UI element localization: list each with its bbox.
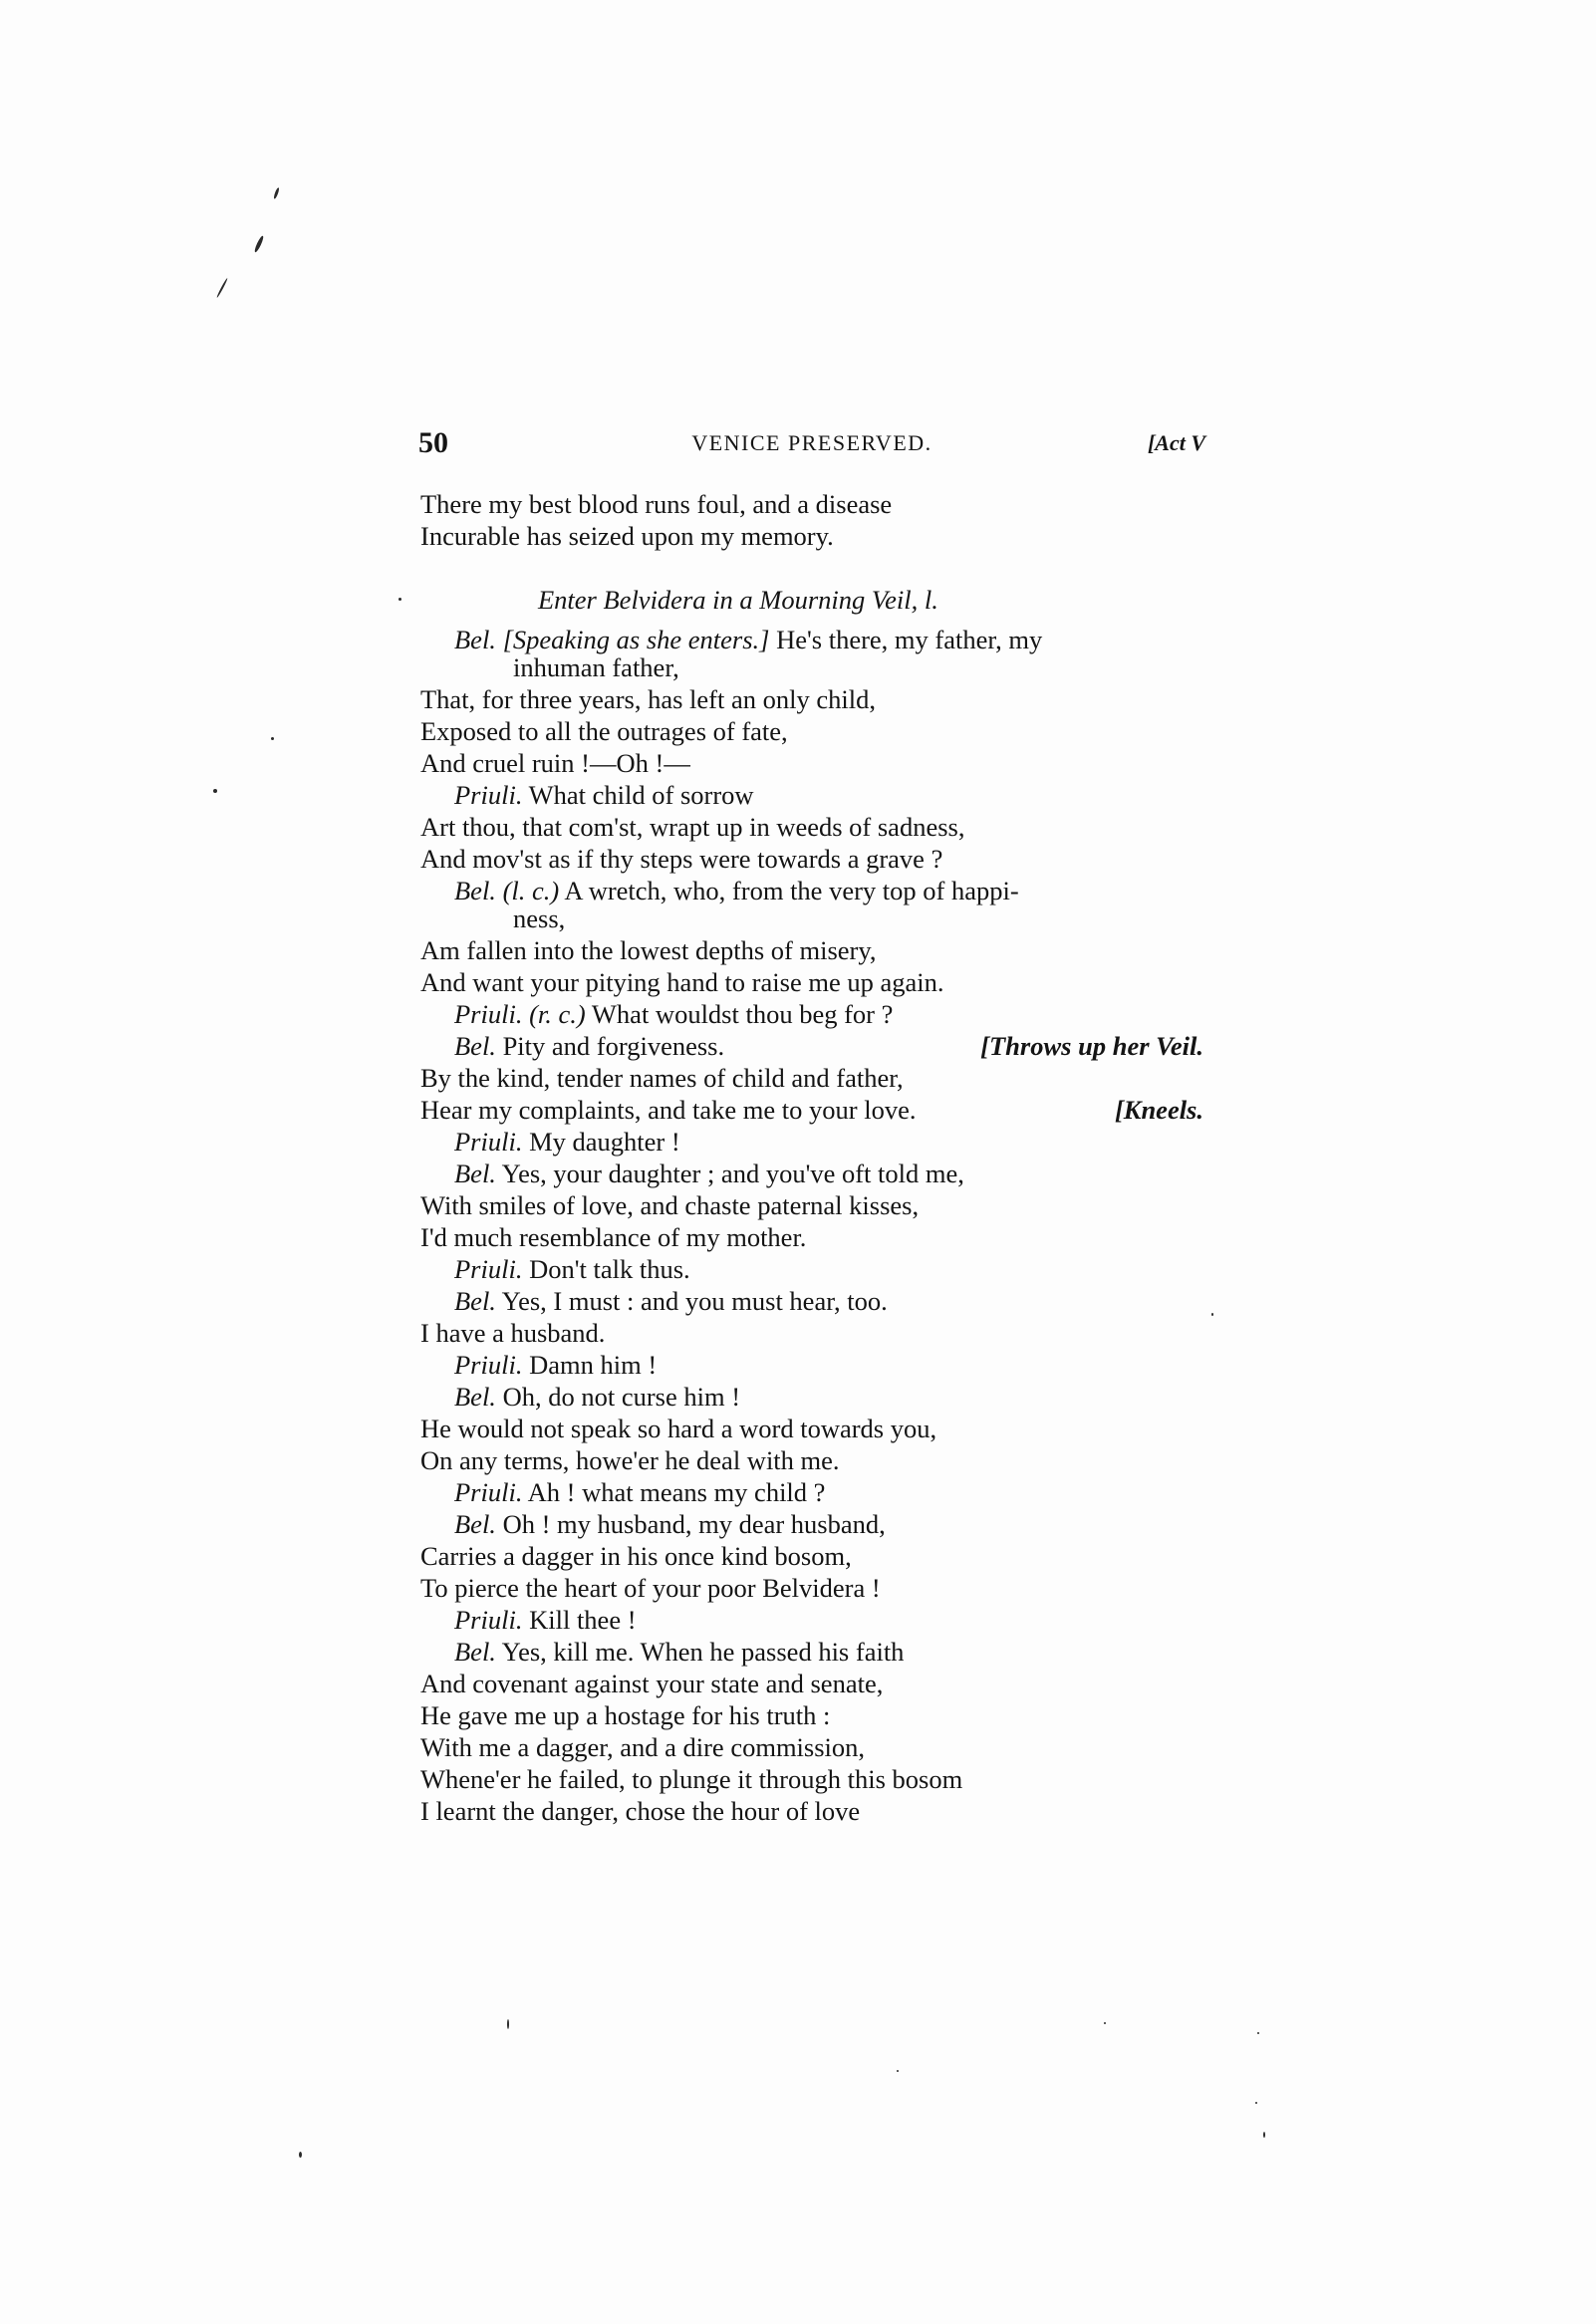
text-line [454, 1636, 904, 1668]
text-line [420, 1572, 881, 1604]
speaker-name: Priuli. [454, 1350, 523, 1380]
inline-direction: (l. c.) [502, 876, 560, 905]
line-text: Oh, do not curse him ! [502, 1382, 741, 1412]
line-text: Yes, kill me. When he passed his faith [501, 1637, 905, 1667]
speaker-name: Bel. [454, 1286, 496, 1316]
margin-speck [1257, 2032, 1259, 2034]
line-text: That, for three years, has left an only child, [420, 684, 876, 714]
line-text: He would not speak so hard a word towards you, [420, 1414, 937, 1443]
line-text: What child of sorrow [528, 780, 754, 810]
text-line [454, 1030, 724, 1062]
act-marker: [Act V [1147, 430, 1205, 455]
text-line [420, 1444, 840, 1476]
line-text: And mov'st as if thy steps were towards a grave ? [420, 844, 943, 874]
margin-speck [271, 737, 274, 740]
line-text: inhuman father, [513, 652, 679, 682]
speaker-name: Priuli. [454, 1254, 523, 1284]
text-line [420, 1731, 865, 1763]
line-text: With smiles of love, and chaste paternal kisses, [420, 1190, 920, 1220]
text-line [420, 843, 942, 875]
line-text: On any terms, howe'er he deal with me. [420, 1445, 840, 1475]
text-line [454, 1253, 690, 1285]
text-line [420, 1189, 919, 1221]
line-text: There my best blood runs foul, and a disease [420, 489, 893, 519]
text-line [420, 1540, 852, 1572]
speaker-name: Bel. [454, 876, 496, 905]
line-text: He's there, my father, my [776, 625, 1043, 654]
text-line [420, 1795, 860, 1827]
text-line [420, 811, 964, 843]
line-text: Exposed to all the outrages of fate, [420, 716, 788, 746]
right-stage-direction: [Kneels. [1114, 1095, 1203, 1125]
inline-direction: (r. c.) [529, 999, 586, 1029]
text-line [454, 1381, 740, 1413]
margin-speck [507, 2019, 509, 2029]
stage-direction [538, 584, 938, 616]
line-text: Kill thee ! [529, 1605, 637, 1635]
text-line [420, 1221, 806, 1253]
page-number: 50 [418, 426, 448, 459]
line-text: Whene'er he failed, to plunge it through this bosom [420, 1764, 963, 1794]
speaker-name: Bel. [454, 1509, 496, 1539]
line-text: ness, [513, 904, 566, 933]
text-line [454, 1285, 888, 1317]
margin-speck [216, 278, 228, 298]
line-text: I learnt the danger, chose the hour of love [420, 1796, 861, 1826]
speaker-name: Priuli. [454, 780, 523, 810]
text-line [454, 779, 754, 811]
speaker-name: Bel. [454, 1637, 496, 1667]
line-text: Carries a dagger in his once kind bosom, [420, 1541, 852, 1571]
line-text: Am fallen into the lowest depths of misery, [420, 935, 877, 965]
text-line [454, 1508, 886, 1540]
line-text: I'd much resemblance of my mother. [420, 1222, 807, 1252]
speaker-name: Priuli. [454, 999, 523, 1029]
text-line [420, 1413, 936, 1444]
text-line [454, 1349, 657, 1381]
text-line [454, 1126, 680, 1158]
text-line [513, 651, 679, 683]
line-text: By the kind, tender names of child and father, [420, 1063, 904, 1093]
speaker-name: Bel. [454, 1382, 496, 1412]
text-line [420, 1668, 883, 1699]
right-stage-direction: [Throws up her Veil. [980, 1031, 1203, 1061]
text-line [420, 715, 788, 747]
speaker-name: Priuli. [454, 1605, 523, 1635]
margin-speck [399, 598, 401, 601]
margin-speck [299, 2152, 302, 2158]
running-header [418, 426, 1205, 466]
text-line [420, 520, 834, 552]
line-text: And cruel ruin !—Oh !— [420, 748, 690, 778]
margin-speck [273, 187, 280, 199]
line-text: To pierce the heart of your poor Belvidera ! [420, 1573, 881, 1603]
text-line [420, 488, 892, 520]
margin-speck [1255, 2102, 1257, 2104]
line-text: Hear my complaints, and take me to your love. [420, 1095, 917, 1125]
line-text: Pity and forgiveness. [502, 1031, 725, 1061]
text-line [454, 1158, 964, 1189]
line-text: And covenant against your state and senate, [420, 1669, 884, 1698]
margin-speck [213, 789, 217, 793]
text-line [420, 1062, 904, 1094]
text-line [420, 1094, 916, 1126]
margin-speck [1211, 1313, 1213, 1316]
line-text: Ah ! what means my child ? [527, 1477, 826, 1507]
stage-direction-text: Enter Belvidera in a Mourning Veil, l. [538, 585, 938, 615]
speaker-name: Bel. [454, 1159, 496, 1188]
line-text: With me a dagger, and a dire commission, [420, 1732, 866, 1762]
line-text: My daughter ! [529, 1127, 680, 1157]
text-line [420, 934, 877, 966]
line-text: Damn him ! [529, 1350, 658, 1380]
speaker-name: Priuli. [454, 1127, 523, 1157]
text-line [420, 683, 876, 715]
line-text: I have a husband. [420, 1318, 606, 1348]
text-line [420, 1763, 962, 1795]
line-text: Art thou, that com'st, wrapt up in weeds of sadness, [420, 812, 965, 842]
line-text: Incurable has seized upon my memory. [420, 521, 834, 551]
inline-direction: [Speaking as she enters.] [502, 625, 770, 654]
margin-speck [253, 235, 264, 253]
line-text: And want your pitying hand to raise me up again. [420, 967, 944, 997]
line-text: Oh ! my husband, my dear husband, [502, 1509, 886, 1539]
text-line [420, 966, 943, 998]
text-line [420, 1699, 830, 1731]
margin-speck [1263, 2132, 1265, 2138]
running-title: VENICE PRESERVED. [691, 430, 932, 455]
speaker-name: Priuli. [454, 1477, 523, 1507]
margin-speck [897, 2070, 899, 2072]
text-line [454, 1604, 637, 1636]
line-text: Don't talk thus. [529, 1254, 690, 1284]
line-text: What wouldst thou beg for ? [591, 999, 894, 1029]
line-text: Yes, your daughter ; and you've oft told me, [501, 1159, 964, 1188]
line-text: He gave me up a hostage for his truth : [420, 1700, 831, 1730]
speaker-name: Bel. [454, 625, 496, 654]
text-line [513, 903, 565, 934]
text-line [420, 747, 690, 779]
line-text: A wretch, who, from the very top of happi- [564, 876, 1019, 905]
text-line [420, 1317, 605, 1349]
speaker-name: Bel. [454, 1031, 496, 1061]
text-line [454, 998, 893, 1030]
margin-speck [1104, 2022, 1106, 2024]
line-text: Yes, I must : and you must hear, too. [501, 1286, 888, 1316]
text-line [454, 1476, 825, 1508]
